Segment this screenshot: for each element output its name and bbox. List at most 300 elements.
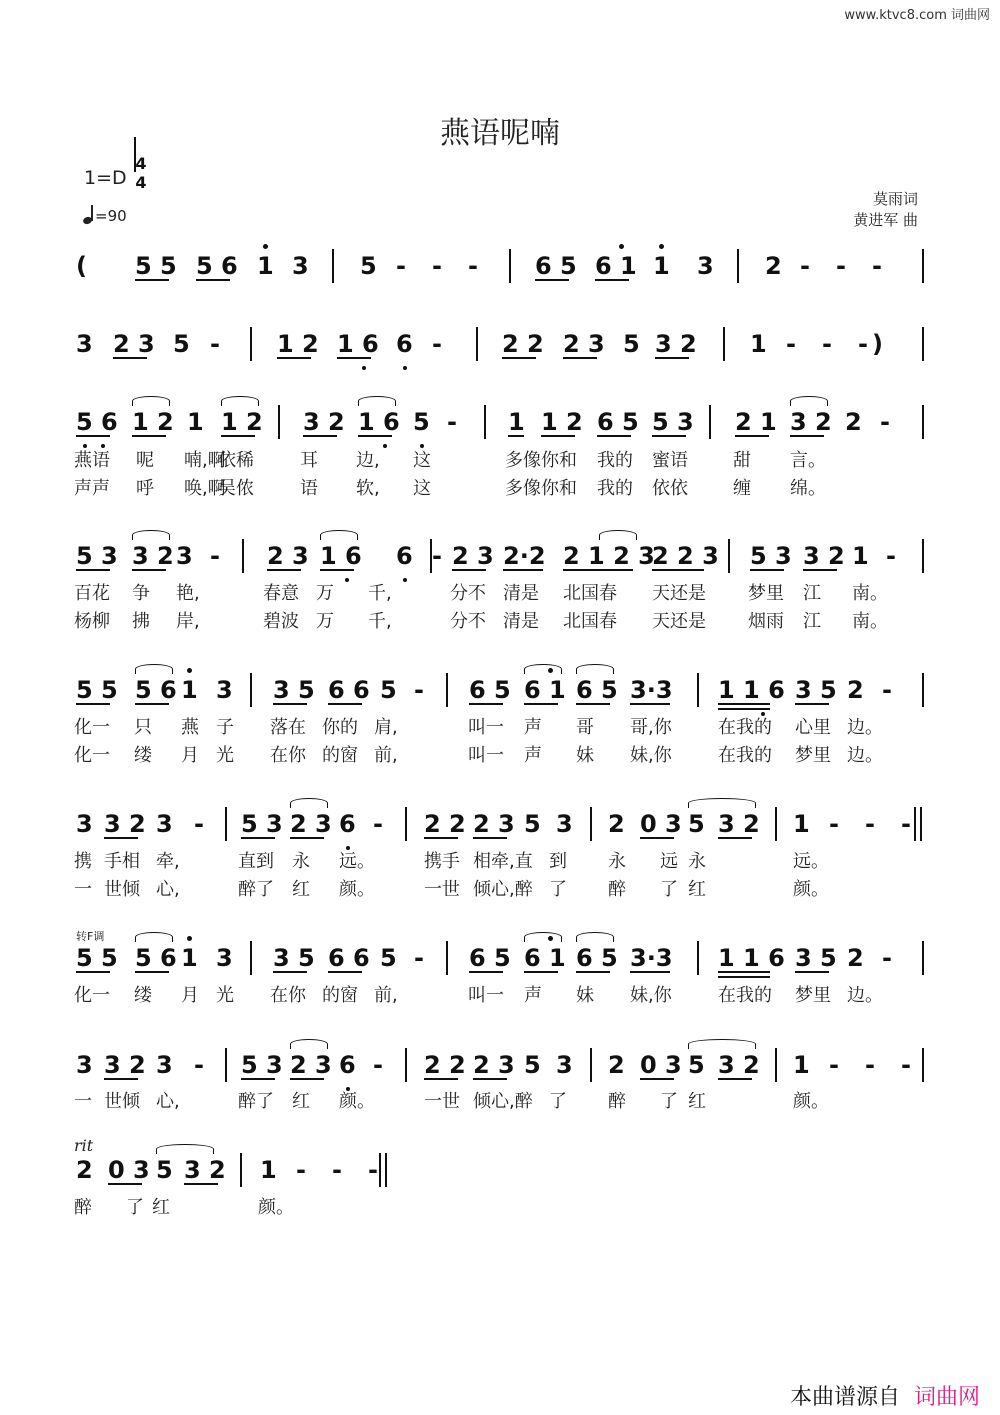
note-token: 5 6	[196, 252, 238, 280]
barline	[430, 539, 432, 573]
barline	[250, 327, 252, 361]
lyric-word: 梦里	[748, 583, 784, 604]
note-token: 5 6	[76, 408, 118, 436]
barline	[250, 673, 252, 707]
note-token: -	[880, 408, 890, 436]
beam-underline	[563, 357, 597, 359]
lyricist-credit: 莫雨词	[872, 190, 918, 208]
note-token: 3·3	[630, 676, 673, 704]
beam-underline	[273, 971, 307, 973]
barline	[590, 1048, 592, 1082]
note-token: 3 5	[795, 944, 837, 972]
note-token: -	[786, 330, 796, 358]
note-token: -	[901, 1051, 911, 1079]
lyric-word: 颜。	[793, 1091, 829, 1112]
lyric-word: 清是	[503, 611, 539, 632]
note-token: -	[368, 1156, 378, 1184]
barline	[278, 405, 280, 439]
lyric-word: 红	[152, 1197, 170, 1218]
low-octave-dot	[83, 444, 87, 448]
note-token: 1	[187, 408, 204, 436]
slur-arc	[156, 1144, 214, 1154]
note-token: -	[414, 676, 424, 704]
beam-underline	[424, 837, 458, 839]
beam-underline	[452, 569, 486, 571]
lyric-word: 世倾	[104, 879, 140, 900]
beam-underline	[524, 703, 558, 705]
lyric-word: 了	[549, 879, 567, 900]
beam-underline	[597, 435, 631, 437]
low-octave-dot	[403, 366, 407, 370]
lyric-word: 光	[216, 745, 234, 766]
beam-underline	[424, 1078, 458, 1080]
beam-underline	[241, 837, 275, 839]
beam-underline	[290, 1078, 324, 1080]
lyric-word: 化一	[74, 717, 110, 738]
lyric-word: 一	[74, 1091, 92, 1112]
note-token: 3 5	[273, 944, 315, 972]
barline	[405, 807, 407, 841]
slur-arc	[576, 664, 614, 674]
lyric-word: 醉	[74, 1197, 92, 1218]
beam-underline	[576, 703, 610, 705]
lyric-word: 落在	[270, 717, 306, 738]
note-token: 6 6	[328, 944, 370, 972]
lyric-word: 永	[608, 851, 626, 872]
barline	[709, 405, 711, 439]
lyric-word: 到	[549, 851, 567, 872]
note-token: 2 3	[113, 330, 155, 358]
barline	[590, 807, 592, 841]
note-token: 5 3	[76, 542, 118, 570]
beam-underline	[803, 569, 837, 571]
note-token: 3 2	[104, 1051, 146, 1079]
lyric-word: 颜。	[258, 1197, 294, 1218]
barline	[922, 1048, 924, 1082]
beam-underline	[535, 279, 569, 281]
note-token: 2 1 2 3	[563, 542, 655, 570]
lyric-word: 世倾	[104, 1091, 140, 1112]
note-token: 5 3	[241, 1051, 283, 1079]
lyric-word: 红	[292, 879, 310, 900]
lyric-word: 燕	[181, 717, 199, 738]
lyric-word: 手相	[104, 851, 140, 872]
lyric-word: 边。	[847, 745, 883, 766]
lyric-word: 吴侬	[218, 478, 254, 499]
note-token: 3	[156, 1051, 173, 1079]
note-token: 3 5	[273, 676, 315, 704]
lyric-word: 红	[292, 1091, 310, 1112]
lyric-word: 甜	[733, 450, 751, 471]
note-token: 6 5	[576, 676, 618, 704]
barline	[775, 807, 777, 841]
beam-underline	[184, 1183, 218, 1185]
note-token: 5	[380, 944, 397, 972]
barline	[920, 807, 922, 841]
beam-underline	[104, 1078, 138, 1080]
note-token: 3	[216, 944, 233, 972]
note-token: 3	[556, 810, 573, 838]
beam-underline	[718, 703, 770, 705]
lyric-word: 牵,	[156, 851, 180, 872]
slur-arc	[599, 530, 637, 540]
note-token: 5 6	[135, 944, 177, 972]
lyric-word: 醉	[608, 1091, 626, 1112]
lyric-word: 远	[660, 851, 678, 872]
lyric-word: 江	[803, 611, 821, 632]
lyric-word: 拂	[132, 611, 150, 632]
lyric-word: 喃,啊	[184, 450, 226, 471]
lyric-word: 肩,	[374, 717, 398, 738]
low-octave-dot	[345, 578, 349, 582]
low-octave-dot	[362, 366, 366, 370]
note-token: -	[865, 1051, 875, 1079]
note-token: 0 3	[640, 810, 682, 838]
note-token: 5	[688, 1051, 705, 1079]
high-octave-dot	[187, 668, 192, 673]
note-token: -	[829, 810, 839, 838]
beam-underline	[267, 569, 301, 571]
slur-arc	[221, 396, 259, 406]
note-token: 1	[852, 542, 869, 570]
lyric-word: 醉了	[238, 879, 274, 900]
lyric-word: 北国春	[563, 583, 617, 604]
note-token: 2 1	[735, 408, 777, 436]
lyric-word: 在我的	[718, 717, 772, 738]
lyric-word: 呢	[136, 450, 154, 471]
beam-underline	[337, 357, 371, 359]
lyric-word: 红	[688, 879, 706, 900]
footer-brand: 词曲网	[913, 1385, 980, 1410]
note-token: 6	[339, 810, 356, 838]
lyric-word: 醉了	[238, 1091, 274, 1112]
note-token: 1 6	[320, 542, 362, 570]
note-token: 5	[413, 408, 430, 436]
note-token: 2 2	[424, 1051, 466, 1079]
slur-arc	[132, 396, 170, 406]
beam-underline	[469, 703, 503, 705]
note-token: -	[396, 252, 406, 280]
lyric-word: 这	[413, 478, 431, 499]
lyric-word: 绵。	[790, 478, 826, 499]
note-token: 3	[156, 810, 173, 838]
ritardando-marking: rit	[74, 1136, 94, 1155]
beam-underline	[718, 1078, 752, 1080]
beam-underline	[221, 435, 255, 437]
note-token: -	[210, 330, 220, 358]
lyric-word: 软,	[356, 478, 380, 499]
note-token: 2	[608, 810, 625, 838]
lyric-word: 哥,你	[630, 717, 672, 738]
note-token: 5 5	[135, 252, 177, 280]
lyric-word: 杨柳	[74, 611, 110, 632]
tempo-marking	[83, 206, 127, 225]
note-token: 2	[76, 1156, 93, 1184]
lyric-word: 一世	[424, 879, 460, 900]
lyric-word: 月	[181, 745, 199, 766]
beam-underline	[277, 357, 311, 359]
lyric-word: 妹	[576, 985, 594, 1006]
lyric-word: 醉	[608, 879, 626, 900]
barline	[446, 673, 448, 707]
note-token: 3	[216, 676, 233, 704]
note-token: 1 2	[132, 408, 174, 436]
note-token: 5 3	[241, 810, 283, 838]
note-token: 5	[360, 252, 377, 280]
barline	[225, 1048, 227, 1082]
beam-underline	[469, 971, 503, 973]
beam-underline	[795, 971, 829, 973]
note-token: -	[865, 810, 875, 838]
note-token: 5 5	[76, 944, 118, 972]
beam-underline	[320, 569, 354, 571]
note-token: -	[447, 408, 457, 436]
note-token: 2 2	[502, 330, 544, 358]
lyric-word: 千,	[368, 611, 392, 632]
note-token: 5	[156, 1156, 173, 1184]
lyric-word: 天还是	[652, 583, 706, 604]
note-token: -	[414, 944, 424, 972]
lyric-word: 携	[74, 851, 92, 872]
low-octave-dot	[420, 444, 424, 448]
lyric-word: 一	[74, 879, 92, 900]
lyric-word: 声	[524, 985, 542, 1006]
barline	[225, 807, 227, 841]
note-token: 1 1 6	[718, 944, 785, 972]
beam-underline	[328, 703, 362, 705]
note-token: 3 2	[104, 810, 146, 838]
note-token: 6 6	[328, 676, 370, 704]
note-token: 6 5	[535, 252, 577, 280]
lyric-word: 梦里	[795, 745, 831, 766]
lyric-word: 北国春	[563, 611, 617, 632]
lyric-word: 分不	[450, 583, 486, 604]
barline	[922, 249, 924, 283]
lyric-word: 颜。	[339, 879, 375, 900]
barline	[728, 539, 730, 573]
lyric-word: 在我的	[718, 745, 772, 766]
composer-credit: 黄进军 曲	[853, 211, 918, 229]
note-token: 3 5	[795, 676, 837, 704]
note-token: 2	[845, 408, 862, 436]
note-token: -	[829, 1051, 839, 1079]
lyric-word: 多像	[505, 478, 541, 499]
lyric-word: 妹,你	[630, 985, 672, 1006]
lyric-word: 月	[181, 985, 199, 1006]
note-token: -	[432, 252, 442, 280]
note-token: 2 3	[452, 542, 494, 570]
lyric-word: 叫一	[468, 717, 504, 738]
note-token: 6 5	[597, 408, 639, 436]
slur-arc	[290, 1039, 328, 1049]
lyric-word: 的窗	[322, 985, 358, 1006]
barline	[723, 327, 725, 361]
barline	[332, 249, 334, 283]
note-token: 5 3	[750, 542, 792, 570]
barline	[737, 249, 739, 283]
footer-text: 本曲谱源自	[789, 1385, 900, 1410]
lyric-word: 相牵,直	[473, 851, 533, 872]
lyric-word: 直到	[238, 851, 274, 872]
note-token: (	[76, 252, 87, 280]
barline	[922, 327, 924, 361]
note-token: 1	[181, 676, 198, 704]
slur-arc	[790, 396, 828, 406]
barline	[922, 673, 924, 707]
beam-underline	[135, 703, 169, 705]
note-token: )	[872, 330, 883, 358]
beam-underline	[473, 837, 507, 839]
note-token: 2	[765, 252, 782, 280]
barline	[385, 1153, 387, 1187]
slur-arc	[135, 664, 173, 674]
lyric-word: 烟雨	[748, 611, 784, 632]
beam-underline	[750, 569, 784, 571]
note-token: 5	[524, 1051, 541, 1079]
lyric-word: 清是	[503, 583, 539, 604]
beam-underline	[652, 435, 686, 437]
note-token: 3	[76, 1051, 93, 1079]
note-token: 1 1 6	[718, 676, 785, 704]
note-token: 5 5	[76, 676, 118, 704]
tempo-value: =90	[95, 207, 127, 225]
beam-underline	[795, 703, 829, 705]
note-token: 3 2	[718, 810, 760, 838]
note-token: 2 3	[290, 810, 332, 838]
beam-underline	[655, 357, 689, 359]
lyric-word: 哥	[576, 717, 594, 738]
lyric-word: 依稀	[218, 450, 254, 471]
lyric-word: 在你	[270, 985, 306, 1006]
note-token: 5	[173, 330, 190, 358]
lyric-word: 缕	[134, 985, 152, 1006]
note-token: -	[901, 810, 911, 838]
beam-underline	[132, 569, 166, 571]
lyric-word: 南。	[852, 583, 888, 604]
lyric-word: 了	[660, 879, 678, 900]
barline	[914, 807, 916, 841]
note-token: 3	[76, 810, 93, 838]
slur-arc	[320, 530, 358, 540]
note-token: -	[432, 330, 442, 358]
note-token: 2 3	[473, 810, 515, 838]
beam-underline	[524, 971, 558, 973]
lyric-word: 心,	[156, 879, 180, 900]
beam-underline	[76, 971, 110, 973]
lyric-word: 言。	[790, 450, 826, 471]
note-token: 3 2	[184, 1156, 226, 1184]
lyric-word: 声	[524, 745, 542, 766]
slur-arc	[524, 932, 562, 942]
beam-underline	[718, 837, 752, 839]
note-token: 1	[750, 330, 767, 358]
note-token: 5 6	[135, 676, 177, 704]
beam-underline	[563, 569, 633, 571]
beam-underline	[113, 357, 147, 359]
lyric-word: 艳,	[176, 583, 200, 604]
note-token: 1	[793, 810, 810, 838]
beam-underline	[241, 1078, 275, 1080]
barline	[405, 1048, 407, 1082]
note-token: 1	[653, 252, 670, 280]
beam-underline	[76, 435, 110, 437]
lyric-word: 碧波	[263, 611, 299, 632]
note-token: 3 2	[718, 1051, 760, 1079]
lyric-word: 永	[688, 851, 706, 872]
lyric-word: 你和	[541, 450, 577, 471]
beam-underline	[508, 435, 524, 437]
note-token: 3	[556, 1051, 573, 1079]
barline	[922, 539, 924, 573]
note-token: -	[296, 1156, 306, 1184]
barline	[476, 327, 478, 361]
slur-arc	[290, 798, 328, 808]
slur-arc	[358, 396, 396, 406]
note-token: 3	[176, 542, 193, 570]
note-token: 1	[793, 1051, 810, 1079]
time-signature	[133, 154, 149, 192]
note-token: 6	[339, 1051, 356, 1079]
lyric-word: 你的	[322, 717, 358, 738]
lyric-word: 光	[216, 985, 234, 1006]
lyric-word: 永	[292, 851, 310, 872]
note-token: 3	[697, 252, 714, 280]
lyric-word: 叫一	[468, 745, 504, 766]
note-token: 3 2	[803, 542, 845, 570]
note-token: 6	[396, 542, 413, 570]
lyric-word: 万	[316, 611, 334, 632]
note-token: 2 3	[563, 330, 605, 358]
lyric-word: 声声	[74, 478, 110, 499]
note-token: 0 3	[108, 1156, 150, 1184]
note-token: 3 2	[132, 542, 174, 570]
lyric-word: 颜。	[793, 879, 829, 900]
lyric-word: 红	[688, 1091, 706, 1112]
beam-underline	[503, 569, 543, 571]
lyric-word: 的窗	[322, 745, 358, 766]
note-token: 0 3	[640, 1051, 682, 1079]
barline	[775, 1048, 777, 1082]
lyric-word: 妹	[576, 745, 594, 766]
lyric-word: 多像	[505, 450, 541, 471]
note-token: -	[872, 252, 882, 280]
lyric-word: 缠	[733, 478, 751, 499]
low-octave-dot	[101, 444, 105, 448]
lyric-word: 岸,	[176, 611, 200, 632]
lyric-word: 燕语	[74, 450, 110, 471]
lyric-word: 百花	[74, 583, 110, 604]
note-token: 6 1	[595, 252, 637, 280]
note-token: 3	[292, 252, 309, 280]
lyric-word: 江	[803, 583, 821, 604]
note-token: 2	[847, 944, 864, 972]
beam-underline	[135, 279, 169, 281]
note-token: 2 2	[424, 810, 466, 838]
high-octave-dot	[263, 244, 268, 249]
note-token: -	[373, 1051, 383, 1079]
beam-underline	[595, 279, 629, 281]
note-token: 6 5	[469, 676, 511, 704]
lyric-word: 只	[134, 717, 152, 738]
note-token: 6	[396, 330, 413, 358]
beam-underline	[358, 435, 392, 437]
note-token: -	[468, 252, 478, 280]
beam-underline	[502, 357, 536, 359]
note-token: 1 2	[277, 330, 319, 358]
high-octave-dot	[187, 936, 192, 941]
low-octave-dot	[761, 712, 765, 716]
slur-arc	[688, 798, 756, 808]
